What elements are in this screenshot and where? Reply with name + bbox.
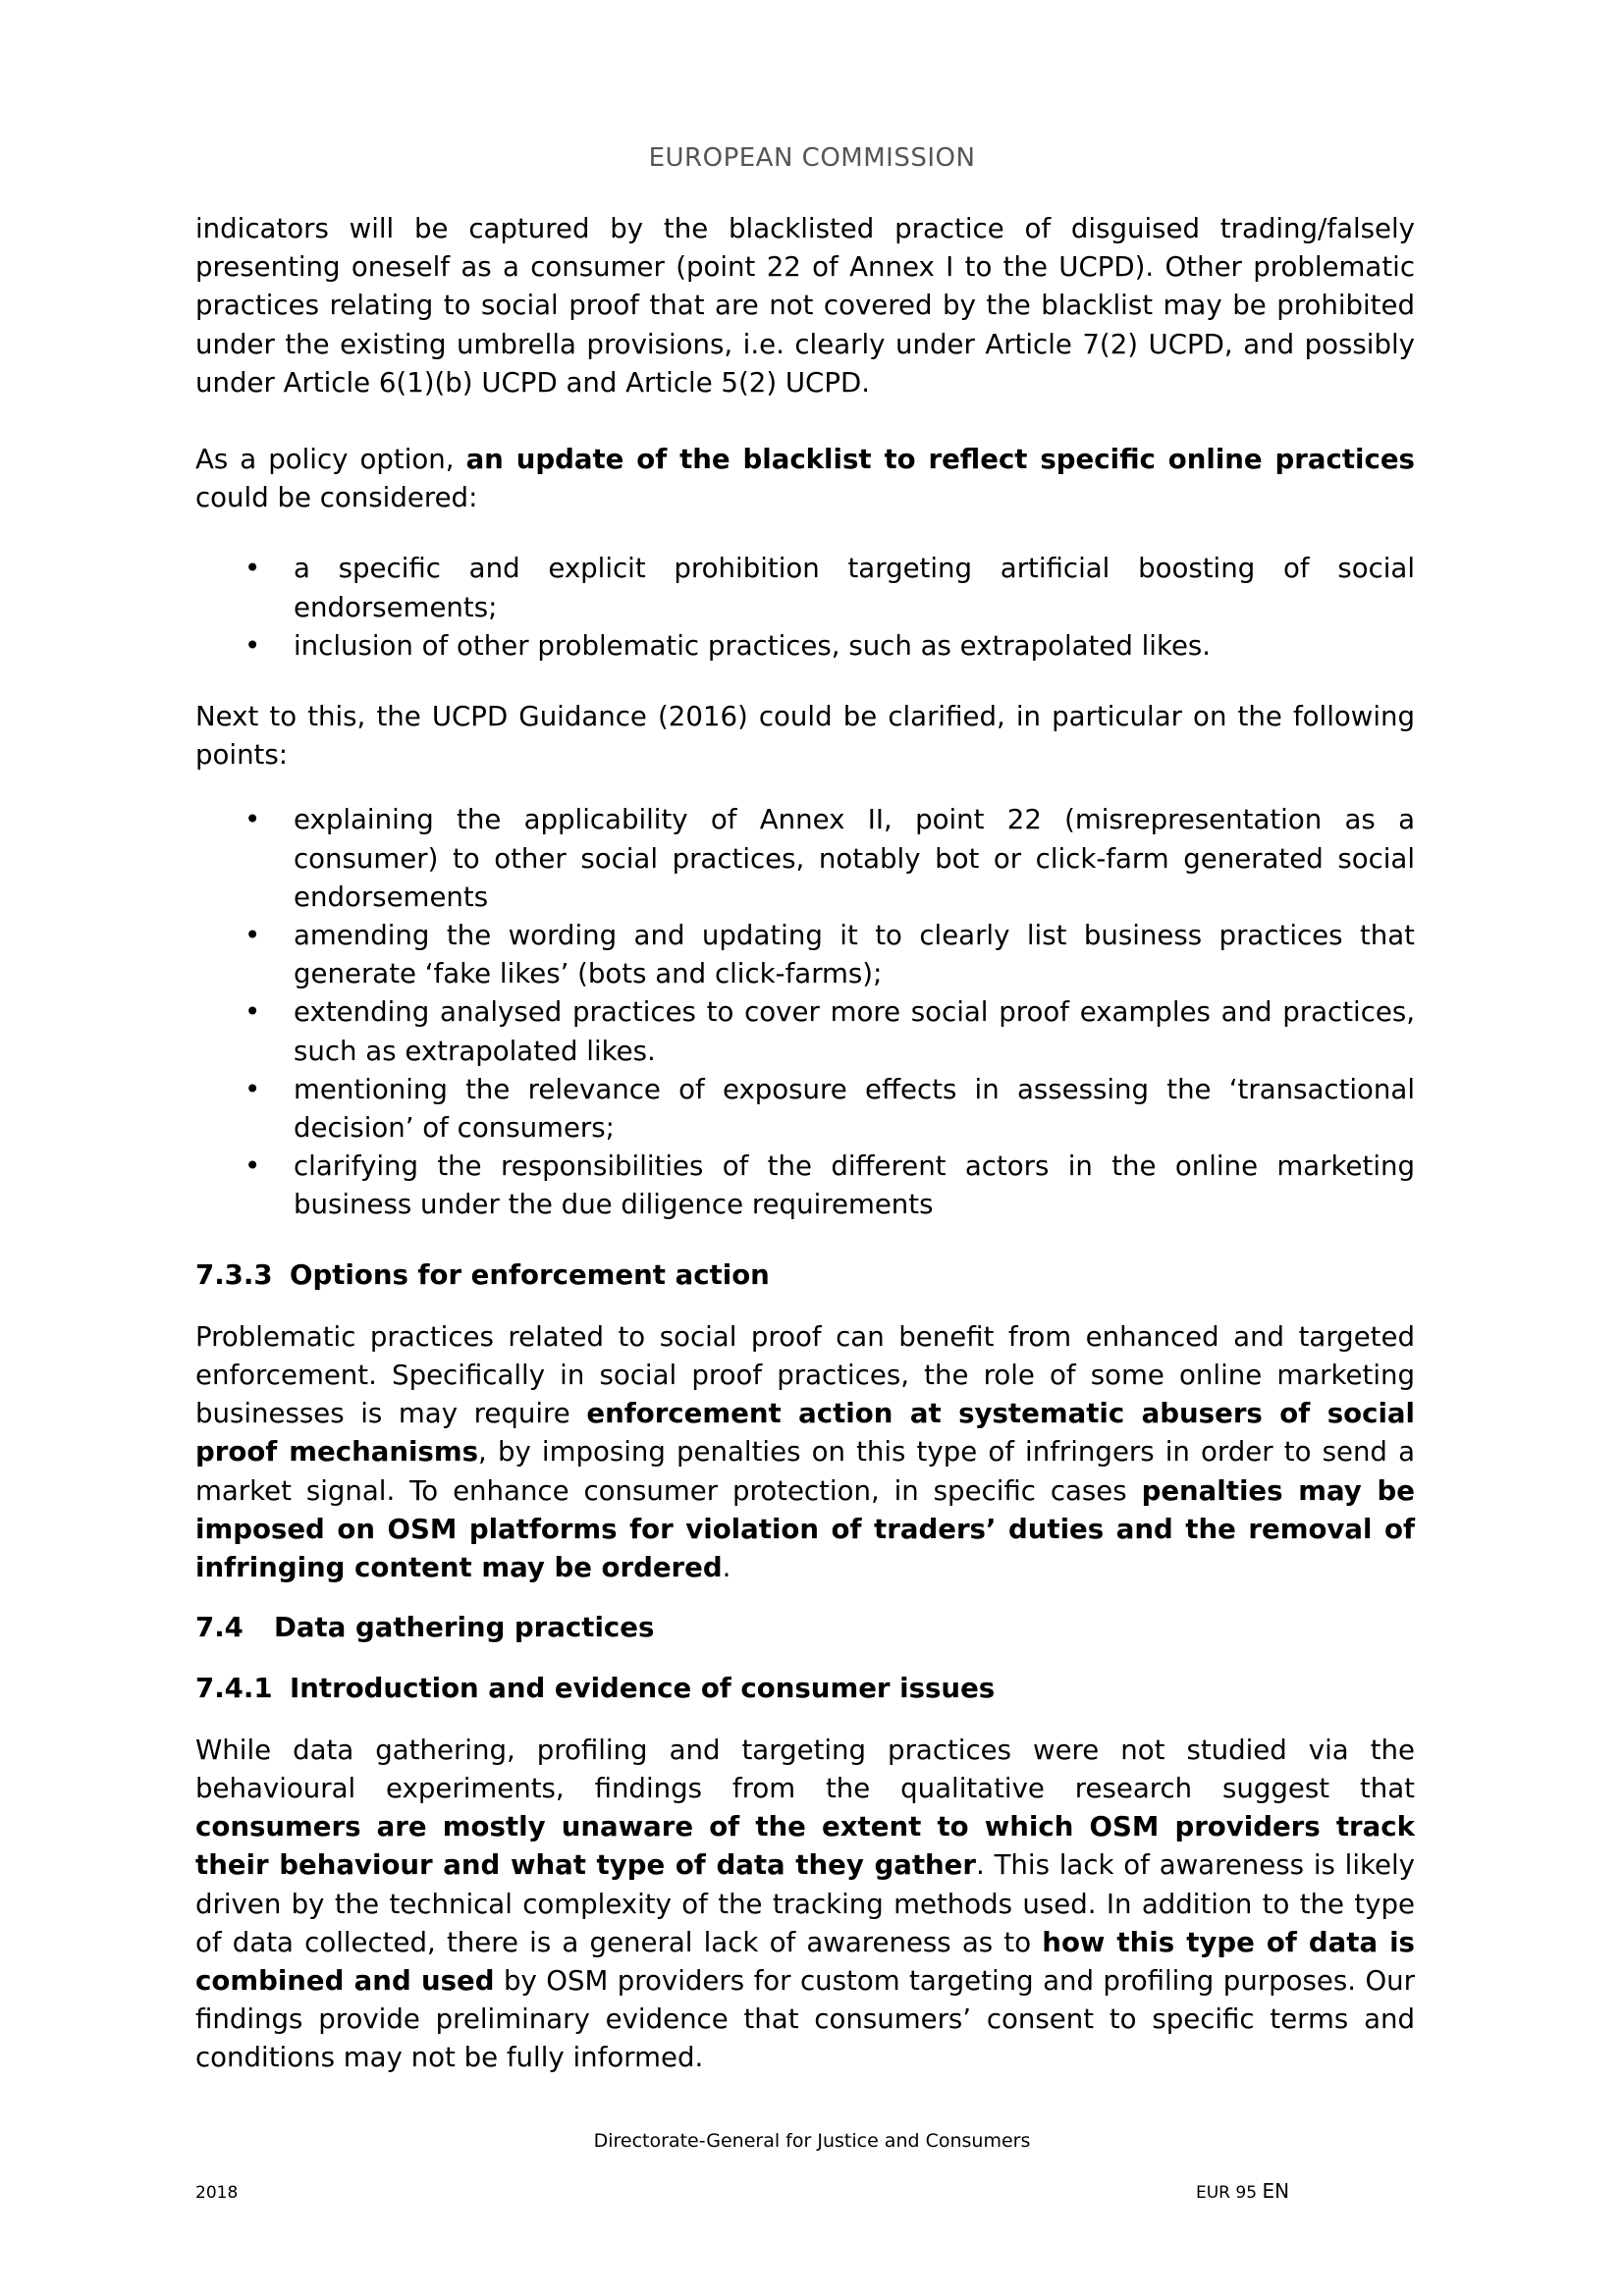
- section-title: Options for enforcement action: [290, 1257, 770, 1291]
- list-item: [195, 1147, 1415, 1223]
- paragraph-2-text: As a policy option,: [195, 443, 466, 476]
- list-item-text: a specific and explicit prohibition targeting artificial boosting of social endorsements;: [294, 552, 1415, 623]
- paragraph-5-bold-1: consumers are mostly unaware of the extent to which OSM providers track their behaviour and what type of data they gather: [195, 1810, 1415, 1882]
- paragraph-5-text-3: by OSM providers for custom targeting and profiling purposes. Our findings provide preliminary evidence that consumers’ consent to specific terms and conditions may not be fully informed.: [195, 1963, 1415, 2074]
- bullet-icon: •: [244, 995, 261, 1029]
- list-item: [195, 800, 1415, 916]
- list-item: [195, 1070, 1415, 1147]
- list-item: [195, 992, 1415, 1069]
- paragraph-5-text-1: While data gathering, profiling and targeting practices were not studied via the behavioural experiments, findings from the qualitative research suggest that: [195, 1733, 1415, 1804]
- paragraph-4-bold-2: penalties may be imposed on OSM platforms for violation of traders’ duties and the removal of infringing content may be ordered: [195, 1473, 1415, 1584]
- list-item-text: mentioning the relevance of exposure effects in assessing the ‘transactional decision’ of consumers;: [294, 1072, 1415, 1145]
- section-number: 7.4.1: [195, 1671, 273, 1704]
- page-header: EUROPEAN COMMISSION: [648, 143, 976, 173]
- paragraph-3: Next to this, the UCPD Guidance (2016) could be clarified, in particular on the following points:: [195, 700, 1415, 772]
- paragraph-5-bold-2: how this type of data is combined and used: [195, 1925, 1415, 1997]
- paragraph-2-bold: an update of the blacklist to reflect specific online practices: [465, 443, 1415, 476]
- paragraph-5-text-2: . This lack of awareness is likely driven by the technical complexity of the tracking methods used. In addition to the type of data collected, there is a general lack of awareness as to: [195, 1848, 1415, 1958]
- bullet-icon: •: [244, 628, 261, 662]
- bullet-icon: •: [244, 1072, 261, 1105]
- document-body: [195, 209, 1415, 2077]
- paragraph-4-bold-1: enforcement action at systematic abusers of social proof mechanisms: [195, 1397, 1416, 1468]
- section-number: 7.4: [195, 1611, 244, 1644]
- list-item-text: explaining the applicability of Annex II, point 22 (misrepresentation as a consumer) to other social practices, notably bot or click-farm generated social endorsements: [294, 803, 1415, 913]
- paragraph-2: [195, 440, 1415, 516]
- paragraph-4: [195, 1317, 1415, 1586]
- list-item-text: clarifying the responsibilities of the different actors in the online marketing business under the due diligence requirements: [294, 1149, 1415, 1221]
- list-item: [195, 916, 1415, 992]
- footer-directorate: Directorate-General for Justice and Consumers: [593, 2130, 1031, 2152]
- section-heading-7-3-3: [195, 1255, 1415, 1294]
- section-title: Data gathering practices: [274, 1611, 655, 1644]
- bullet-icon: •: [244, 803, 261, 836]
- footer-reference: [1196, 2179, 1289, 2203]
- paragraph-1: indicators will be captured by the blacklisted practice of disguised trading/falsely presenting oneself as a consumer (point 22 of Annex I to the UCPD). Other problematic practices relating to social proof that are not covered by the blacklist may be prohibited under the existing umbrella provisions, i.e. clearly under Article 7(2) UCPD, and possibly under Article 6(1)(b) UCPD and Article 5(2) UCPD.: [195, 212, 1415, 399]
- list-item-text: extending analysed practices to cover more social proof examples and practices, such as extrapolated likes.: [294, 995, 1415, 1067]
- list-item-text: inclusion of other problematic practices, such as extrapolated likes.: [294, 628, 1212, 662]
- paragraph-4-text-1: Problematic practices related to social proof can benefit from enhanced and targeted enforcement. Specifically in social proof practices, the role of some online marketing businesses is may require: [195, 1319, 1415, 1430]
- footer-language: EN: [1262, 2179, 1290, 2203]
- bullet-icon: •: [244, 552, 261, 585]
- paragraph-2-tail: could be considered:: [195, 481, 478, 514]
- section-heading-7-4-1: [195, 1669, 1415, 1707]
- policy-options-list: [195, 549, 1415, 665]
- section-heading-7-4: [195, 1608, 1415, 1646]
- guidance-points-list: [195, 800, 1415, 1223]
- paragraph-4-text-2: , by imposing penalties on this type of infringers in order to send a market signal. To enhance consumer protection, in specific cases: [195, 1435, 1415, 1507]
- paragraph-4-text-3: .: [722, 1551, 731, 1584]
- list-item: [195, 549, 1415, 625]
- list-item: [195, 626, 1415, 665]
- section-title: Introduction and evidence of consumer issues: [290, 1671, 996, 1704]
- list-item-text: amending the wording and updating it to clearly list business practices that generate ‘fake likes’ (bots and click-farms);: [294, 919, 1415, 990]
- bullet-icon: •: [244, 919, 261, 952]
- footer-year: 2018: [195, 2183, 239, 2203]
- footer-ref-number: EUR 95: [1196, 2183, 1258, 2203]
- bullet-icon: •: [244, 1149, 261, 1183]
- paragraph-5: [195, 1731, 1415, 2077]
- section-number: 7.3.3: [195, 1257, 273, 1291]
